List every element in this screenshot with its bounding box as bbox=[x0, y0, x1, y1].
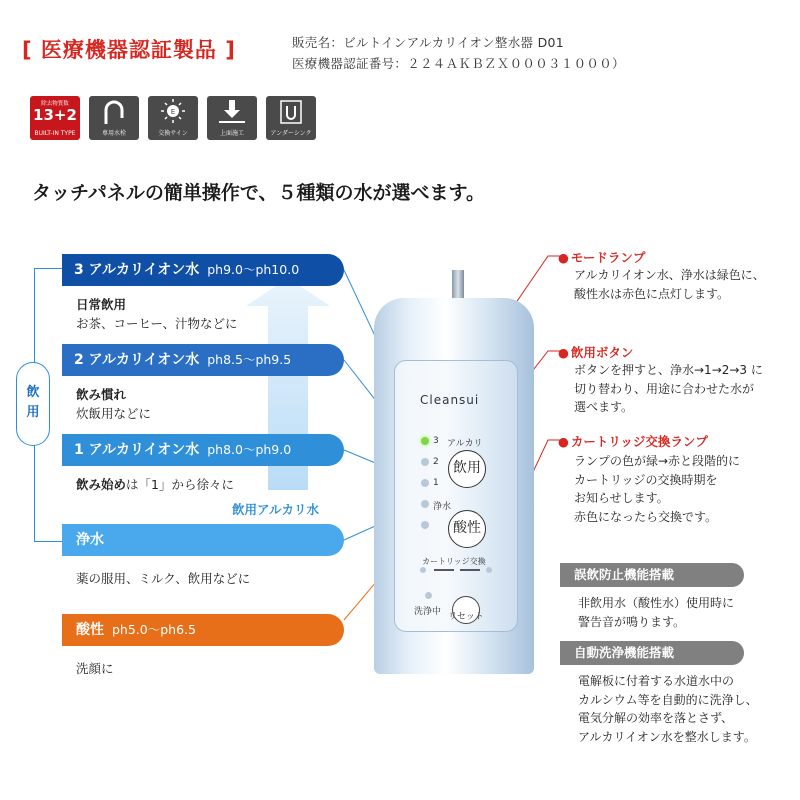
top-install-icon bbox=[207, 96, 257, 140]
cartridge-line-1: ランプの色が緑→赤と段階的に bbox=[574, 454, 741, 468]
led-label-3: 3 bbox=[433, 436, 439, 446]
drink-button-line-3: 選べます。 bbox=[574, 400, 634, 414]
mode-pure-water bbox=[62, 524, 344, 556]
faucet-caption: 専用水栓 bbox=[101, 130, 126, 137]
certified-product-badge: [ 医療機器認証製品 ] bbox=[22, 38, 236, 62]
led-label-2: 2 bbox=[433, 457, 439, 467]
cartridge-label: カートリッジ交換 bbox=[422, 557, 486, 566]
faucet-glyph bbox=[89, 96, 139, 128]
filter-count-value: 13+2 bbox=[33, 106, 77, 124]
mode-acidic-water-name: 酸性 bbox=[76, 622, 104, 638]
mode-pure-water-name: 浄水 bbox=[76, 532, 104, 548]
auto-wash-line-4: アルカリイオン水を整水します。 bbox=[578, 729, 756, 744]
mode-alkaline-1-range: ph8.0～ph9.0 bbox=[207, 442, 292, 457]
svg-text:E: E bbox=[170, 108, 176, 116]
pure-water-use-desc: 薬の服用、ミルク、飲用などに bbox=[76, 571, 251, 586]
alkali-label: アルカリ bbox=[447, 439, 483, 449]
drink-button-line-1: ボタンを押すと、浄水→1→2→3 に bbox=[574, 363, 763, 377]
alkaline-1-use-desc: は「1」から徐々に bbox=[126, 477, 234, 492]
cartridge-line-3: お知らせします。 bbox=[574, 491, 669, 505]
sale-name: 販売名：ビルトインアルカリイオン整水器 D01 bbox=[292, 35, 565, 50]
alkaline-3-use-desc: お茶、コーヒー、汁物などに bbox=[76, 316, 238, 331]
led-label-1: 1 bbox=[433, 478, 439, 488]
misdrink-prevention-badge: 誤飲防止機能搭載 bbox=[560, 563, 744, 587]
mode-alkaline-3-range: ph9.0～ph10.0 bbox=[207, 262, 300, 277]
cert-number: 医療機器認証番号：２２４ＡＫＢＺＸ０００３１０００） bbox=[292, 56, 625, 71]
drink-button-title: ● 飲用ボタン bbox=[558, 343, 633, 361]
led-pure bbox=[421, 500, 429, 508]
cartridge-line-4: 赤色になったら交換です。 bbox=[574, 509, 718, 524]
acidic-water-use-desc: 洗顔に bbox=[76, 661, 114, 676]
auto-wash-line-1: 電解板に付着する水道水中の bbox=[578, 674, 735, 688]
led-alkaline-3 bbox=[421, 437, 429, 445]
device-brand: Cleansui bbox=[420, 393, 480, 407]
cartridge-lamp-3 bbox=[460, 569, 480, 571]
cartridge-lamp-2 bbox=[434, 569, 454, 571]
misdrink-desc bbox=[578, 594, 734, 631]
filter-count-caption: BUILT-IN TYPE bbox=[34, 130, 76, 137]
mode-alkaline-1 bbox=[62, 434, 344, 466]
mode-lamp-title: ● モードランプ bbox=[558, 248, 645, 266]
cartridge-lamp-4 bbox=[486, 567, 492, 573]
mode-acidic-water-range: ph5.0～ph6.5 bbox=[112, 622, 196, 637]
sun-glyph bbox=[148, 96, 198, 128]
reset-label: リセット bbox=[448, 612, 484, 622]
drinking-alkaline-label: 飲用アルカリ水 bbox=[232, 502, 320, 517]
sink-glyph bbox=[266, 96, 316, 128]
exchange-sign-icon bbox=[148, 96, 198, 140]
mode-acidic-water bbox=[62, 614, 344, 646]
misdrink-line-1: 非飲用水（酸性水）使用時に bbox=[578, 596, 735, 610]
mode-lamp-desc bbox=[574, 266, 765, 303]
down-arrow-glyph bbox=[207, 96, 257, 128]
filter-count-label: 除去物質数 bbox=[41, 101, 69, 107]
alkaline-2-use-desc: 炊飯用などに bbox=[76, 406, 152, 421]
misdrink-line-2: 警告音が鳴ります。 bbox=[578, 614, 686, 629]
pure-label: 浄水 bbox=[433, 502, 452, 512]
drinking-tag-text: 飲 用 bbox=[26, 385, 40, 420]
led-alkaline-2 bbox=[421, 458, 429, 466]
sign-caption: 交換サイン bbox=[158, 130, 188, 137]
alkaline-1-use-title: 飲み始め bbox=[76, 477, 127, 492]
cartridge-lamp-1 bbox=[420, 567, 426, 573]
mode-alkaline-3-name: 3 アルカリイオン水 bbox=[74, 262, 200, 278]
device-pipe bbox=[452, 270, 464, 300]
auto-wash-line-2: カルシウム等を自動的に洗浄し、 bbox=[578, 692, 758, 707]
auto-wash-desc bbox=[578, 672, 758, 746]
top-install-caption: 上面施工 bbox=[219, 130, 244, 137]
mode-alkaline-3 bbox=[62, 254, 344, 286]
drink-button-line-2: 切り替わり、用途に合わせた水が bbox=[574, 381, 755, 396]
cartridge-lamp-desc bbox=[574, 452, 740, 526]
drinking-tag bbox=[16, 362, 50, 446]
mode-alkaline-1-name: 1 アルカリイオン水 bbox=[74, 442, 200, 458]
drink-button[interactable]: 飲用 bbox=[448, 450, 486, 488]
cartridge-lamp-title: ● カートリッジ交換ランプ bbox=[558, 432, 708, 450]
mode-alkaline-2 bbox=[62, 344, 344, 376]
cartridge-lamp-bar bbox=[420, 567, 492, 573]
alkaline-2-use-title bbox=[76, 385, 126, 403]
alkaline-3-use-title-text: 日常飲用 bbox=[76, 297, 127, 312]
drink-button-desc bbox=[574, 361, 763, 417]
alkaline-1-use bbox=[76, 475, 234, 493]
acid-button[interactable]: 酸性 bbox=[448, 510, 486, 548]
led-acid bbox=[421, 521, 429, 529]
cartridge-line-2: カートリッジの交換時期を bbox=[574, 472, 718, 487]
wash-label: 洗浄中 bbox=[414, 607, 442, 617]
led-alkaline-1 bbox=[421, 479, 429, 487]
auto-wash-line-3: 電気分解の効率を落とさず、 bbox=[578, 711, 734, 725]
auto-wash-badge: 自動洗浄機能搭載 bbox=[560, 641, 744, 665]
alkaline-2-use-title-text: 飲み慣れ bbox=[76, 387, 127, 402]
under-sink-caption: アンダーシンク bbox=[270, 130, 312, 137]
filter-count-icon bbox=[30, 96, 80, 140]
wash-led bbox=[425, 592, 432, 599]
under-sink-icon bbox=[266, 96, 316, 140]
mode-alkaline-2-name: 2 アルカリイオン水 bbox=[74, 352, 200, 368]
headline: タッチパネルの簡単操作で、５種類の水が選べます。 bbox=[32, 182, 485, 204]
mode-lamp-line-1: アルカリイオン水、浄水は緑色に、 bbox=[574, 268, 765, 282]
alkaline-3-use-title bbox=[76, 295, 126, 313]
mode-alkaline-2-range: ph8.5～ph9.5 bbox=[207, 352, 292, 367]
faucet-icon bbox=[89, 96, 139, 140]
mode-lamp-line-2: 酸性水は赤色に点灯します。 bbox=[574, 286, 730, 301]
